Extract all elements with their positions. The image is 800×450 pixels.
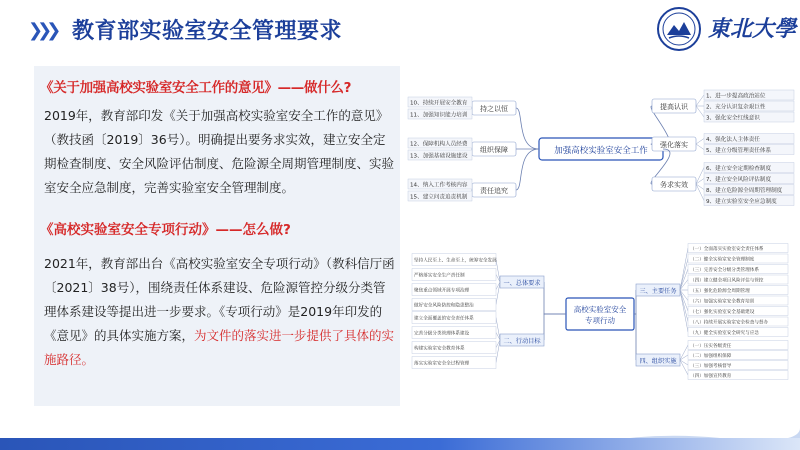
double-chevron-icon: ❯ ❯ ❯ — [28, 20, 56, 41]
mindmap-leaf-label: （三）完善安全分级分类管理体系 — [690, 268, 759, 273]
mindmap-group-label: 强化落实 — [660, 141, 688, 149]
mindmap-leaf-label: （九）健全实验室安全研究与应急 — [690, 331, 759, 336]
mindmap-leaf-label: （六）加强实验室安全教育培训 — [690, 299, 755, 305]
mindmap-link — [696, 139, 704, 145]
mindmap-link — [680, 269, 688, 290]
mindmap-leaf-label: 聚焦重点领域开展专项治理 — [414, 288, 470, 294]
mindmap-link — [680, 290, 688, 311]
question-heading-1: 《关于加强高校实验室安全工作的意见》——做什么? — [40, 80, 352, 96]
mindmap-branch — [516, 149, 539, 190]
mindmap-leaf-label: 2、充分认识复杂艰巨性 — [706, 104, 766, 111]
mindmap-group-label: 责任追究 — [480, 187, 508, 195]
mindmap-group-label: 持之以恒 — [480, 105, 508, 113]
mindmap-leaf-label: 4、强化法人主体责任 — [706, 137, 760, 143]
mindmap-group-label: 四、组织实施 — [639, 358, 677, 365]
mindmap-leaf-label: 3、强化安全红线意识 — [706, 115, 760, 122]
mindmap-leaf-label: 做好安全风险防控和隐患整治 — [414, 303, 474, 309]
paragraph-1: 2019年，教育部印发《关于加强高校实验室安全工作的意见》（教技函〔2019〕36号）。明确提出要务求实效，建立安全定期检查制度、安全风险评估制度、危险源全周期管理制度、实验室安全应急制度，完善实验室安全管理制度。 — [44, 108, 395, 195]
mindmap-leaf-label: 14、纳入工作考核内容 — [410, 182, 468, 189]
footer-bar — [0, 438, 800, 450]
mindmap-link — [680, 290, 688, 332]
mindmap-leaf-label: 6、建立安全定期检查制度 — [706, 166, 772, 172]
mindmap-leaf-label: 9、建立实验室安全应急制度 — [706, 199, 777, 205]
mindmap-leaf-label: 坚持人民至上、生命至上，统筹安全发展 — [414, 258, 497, 264]
mindmap-leaf-label: （四）加强宣传教育 — [690, 374, 732, 379]
mindmap-special-action — [410, 232, 790, 379]
mindmap-leaf-label: 13、加强基础设施建设 — [410, 153, 468, 160]
slide-header — [0, 0, 800, 60]
mindmap-link — [680, 248, 688, 290]
mindmap-center-label-line2: 专项行动 — [585, 316, 615, 325]
mindmap-branch — [544, 282, 566, 314]
mindmap-group-label: 三、主要任务 — [639, 288, 677, 295]
mindmap-leaf-label: （八）持续开展实验室安全检查与督办 — [690, 320, 769, 326]
mindmap-link — [696, 144, 704, 150]
mindmap-leaf-label: （一）全面落实实验室安全责任体系 — [690, 247, 764, 252]
mindmap-leaf-label: （四）建立健全项目风险评估与管控 — [690, 278, 764, 284]
mindmap-leaf-label: （一）压实各级责任 — [690, 344, 732, 349]
mindmap-branch — [544, 314, 566, 340]
mindmap-leaf-label: 1、进一步提高政治站位 — [706, 93, 766, 100]
mindmap-group-label: 一、总体要求 — [503, 280, 541, 287]
university-logo-text: 東北大學 — [708, 16, 797, 42]
mindmap-leaf-label: 5、建立分级管理责任体系 — [706, 148, 772, 154]
mindmap-leaf-label: 建立全面覆盖的安全责任体系 — [414, 316, 474, 322]
mindmap-leaf-label: 12、保障机构人员经费 — [410, 141, 468, 148]
mindmap-leaf-label: 完善分级分类管理体系建设 — [414, 331, 470, 337]
mindmap-leaf-label: 7、建立安全风险评估制度 — [706, 177, 772, 183]
university-seal-icon — [656, 6, 702, 52]
mindmap-branch — [516, 108, 539, 149]
mindmap-group-label: 务求实效 — [660, 181, 688, 189]
mindmap-leaf-label: （七）强化实验室安全基础建设 — [690, 310, 755, 315]
mindmap-leaf-label: 落实实验室安全全过程管理 — [414, 361, 470, 367]
mindmap-leaf-label: 11、加强知识能力培训 — [410, 112, 468, 119]
mindmap-opinions — [406, 92, 796, 206]
mindmap-center-label-line1: 高校实验室安全 — [573, 305, 627, 314]
paragraph-2 — [44, 252, 396, 372]
mindmap-link — [680, 290, 688, 322]
mindmap-leaf-label: （五）强化危险源全周期管理 — [690, 289, 750, 294]
mindmap-link — [696, 106, 704, 117]
mindmap-leaf-label: 15、建立问责追责机制 — [410, 194, 468, 201]
mindmap-leaf-label: 构建实验室安全教育体系 — [414, 346, 465, 352]
mindmap-leaf-label: 严格落实安全生产责任制 — [414, 273, 465, 279]
mindmap-link — [680, 259, 688, 291]
paragraph-2-text: 2021年，教育部出台《高校实验室安全专项行动》（教科信厅函〔2021〕38号），围绕责任体系建设、危险源管控分级分类管理体系建设等提出进一步要求。《专项行动》是2019年印发的《意见》的具体实施方案， — [44, 256, 395, 343]
mindmap-leaf-label: （二）健全实验室安全管理制度 — [690, 257, 755, 263]
mindmap-center-label: 加强高校实验室安全工作 — [554, 146, 648, 156]
mindmap-leaf-label: 8、建立危险源全周期管理制度 — [706, 188, 783, 194]
mindmap-leaf-label: （三）加强考核督导 — [690, 364, 732, 369]
paragraph-2-highlight: 为文件的落实进一步提供了具体的实施路径。 — [44, 328, 395, 367]
mindmap-link — [696, 95, 704, 106]
mindmap-group-label: 提高认识 — [660, 103, 688, 111]
mindmap-group-label: 二、行动目标 — [503, 338, 541, 345]
page-title: 教育部实验室安全管理要求 — [72, 19, 343, 44]
mindmap-group-label: 组织保障 — [480, 146, 508, 154]
mindmap-center-node — [566, 298, 634, 330]
mindmap-leaf-label: 10、持续开展安全教育 — [410, 100, 468, 107]
question-heading-2: 《高校实验室安全专项行动》——怎么做? — [40, 222, 291, 238]
mindmap-leaf-label: （二）加强组织保障 — [690, 354, 732, 359]
